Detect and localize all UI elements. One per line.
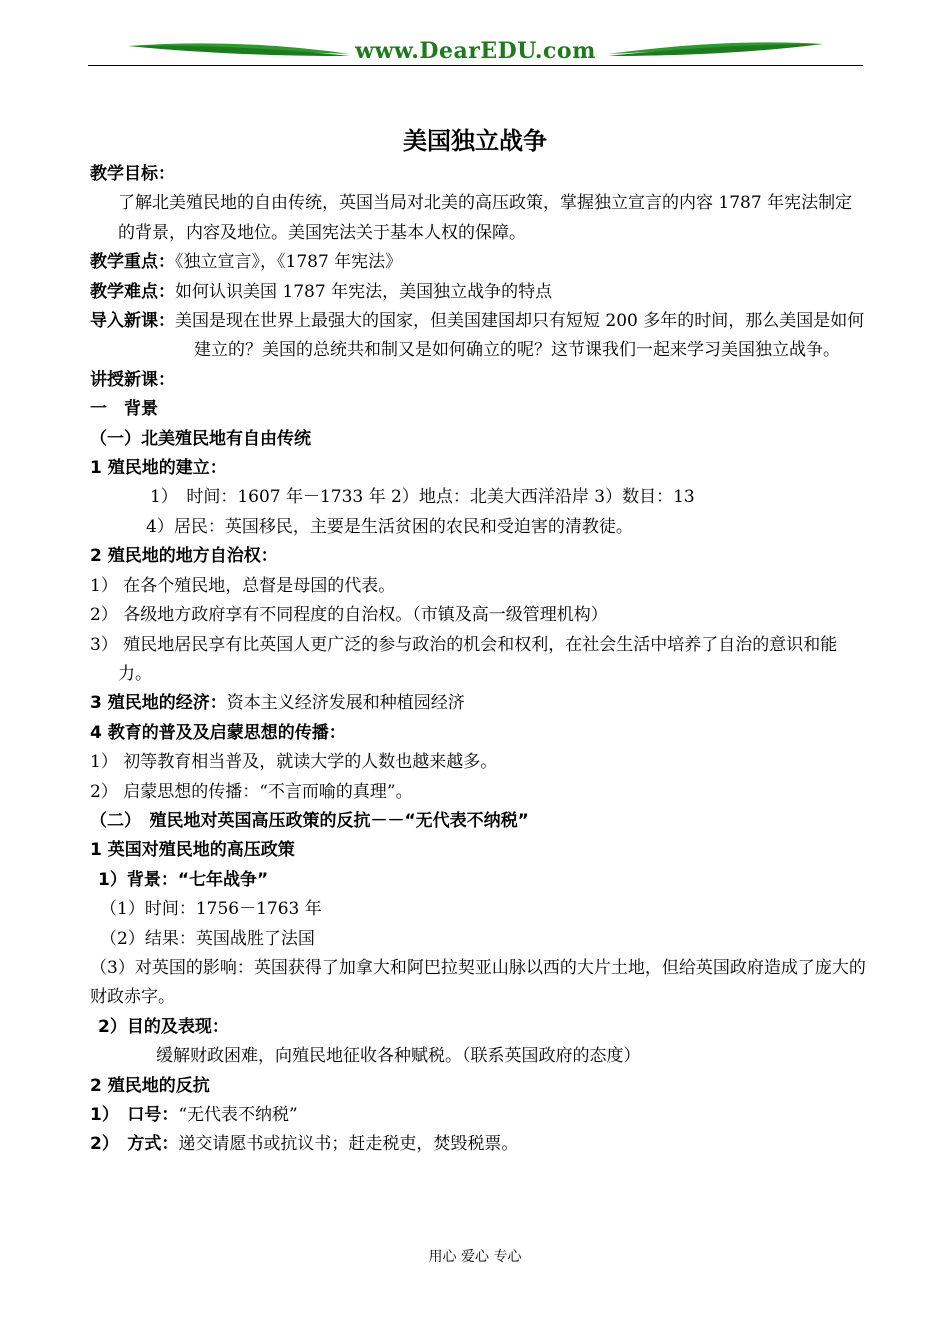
page-footer: 用心 爱心 专心 bbox=[428, 1249, 522, 1265]
q1-bg-title: 1）背景：“七年战争” bbox=[98, 869, 269, 890]
difficulty-label: 教学难点： bbox=[90, 281, 175, 302]
page-title: 美国独立战争 bbox=[403, 127, 547, 155]
q1-time: （1）时间：1756－1763 年 bbox=[100, 899, 322, 920]
sub2-title: （二） 殖民地对英国高压政策的反抗－－“无代表不纳税” bbox=[90, 810, 529, 831]
p1-line2: 4）居民：英国移民，主要是生活贫困的农民和受迫害的清教徒。 bbox=[146, 516, 633, 537]
q2-method-text: 递交请愿书或抗议书；赶走税吏，焚毁税票。 bbox=[178, 1134, 519, 1155]
p3-title: 3 殖民地的经济： bbox=[90, 693, 227, 714]
difficulty-line bbox=[90, 278, 866, 307]
q2-slogan bbox=[90, 1101, 866, 1130]
intro-text: 美国是现在世界上最强大的国家，但美国建国却只有短短 200 多年的时间，那么美国是如何建立的？美国的总统共和制又是如何确立的呢？这节课我们一起来学习美国独立战争。 bbox=[175, 311, 865, 361]
header-divider bbox=[88, 65, 863, 66]
difficulty-text: 如何认识美国 1787 年宪法，美国独立战争的特点 bbox=[175, 281, 553, 302]
intro-label: 导入新课： bbox=[90, 311, 175, 332]
section1-title: 一 背景 bbox=[90, 399, 158, 420]
sub1-title: （一）北美殖民地有自由传统 bbox=[90, 428, 311, 449]
p2-item-2: 2） 各级地方政府享有不同程度的自治权。（市镇及高一级管理机构） bbox=[90, 605, 608, 626]
p1-line1: 1） 时间：1607 年－1733 年 2）地点：北美大西洋沿岸 3）数目：13 bbox=[150, 487, 695, 508]
q1-purpose-title: 2）目的及表现： bbox=[98, 1016, 229, 1037]
p4-title: 4 教育的普及及启蒙思想的传播： bbox=[90, 722, 346, 743]
q2-method bbox=[90, 1130, 866, 1159]
lecture-label: 讲授新课： bbox=[90, 369, 175, 390]
p4-item-1: 1） 初等教育相当普及，就读大学的人数也越来越多。 bbox=[90, 752, 498, 773]
intro-line bbox=[90, 307, 866, 366]
document-body bbox=[90, 160, 866, 1160]
q1-title: 1 英国对殖民地的高压政策 bbox=[90, 840, 295, 861]
q1-impact: （3）对英国的影响：英国获得了加拿大和阿巴拉契亚山脉以西的大片土地，但给英国政府造成了庞大的财政赤字。 bbox=[90, 957, 866, 1008]
goals-text: 了解北美殖民地的自由传统，英国当局对北美的高压政策，掌握独立宣言的内容 1787 年宪法制定的背景，内容及地位。美国宪法关于基本人权的保障。 bbox=[118, 193, 853, 243]
p3-text: 资本主义经济发展和种植园经济 bbox=[226, 693, 465, 714]
focus-line bbox=[90, 248, 866, 277]
p2-item-3: 3） 殖民地居民享有比英国人更广泛的参与政治的机会和权利，在社会生活中培养了自治的意识和能力。 bbox=[90, 634, 838, 684]
p2-title: 2 殖民地的地方自治权： bbox=[90, 546, 278, 567]
q1-result: （2）结果：英国战胜了法国 bbox=[100, 928, 315, 949]
q2-slogan-text: “无代表不纳税” bbox=[178, 1105, 298, 1125]
p2-item-1: 1） 在各个殖民地，总督是母国的代表。 bbox=[90, 575, 396, 596]
q2-slogan-label: 1） 口号： bbox=[90, 1105, 179, 1125]
q2-title: 2 殖民地的反抗 bbox=[90, 1075, 210, 1096]
site-logo-text[interactable]: www.DearEDU.com bbox=[355, 38, 596, 64]
focus-label: 教学重点： bbox=[90, 252, 175, 273]
goals-label: 教学目标： bbox=[90, 164, 175, 184]
q1-purpose-text: 缓解财政困难，向殖民地征收各种赋税。（联系英国政府的态度） bbox=[156, 1046, 641, 1067]
focus-text: 《独立宣言》，《1787 年宪法》 bbox=[175, 252, 403, 273]
p3-line bbox=[90, 689, 866, 718]
p4-item-2: 2） 启蒙思想的传播：“不言而喻的真理”。 bbox=[90, 781, 413, 802]
q2-method-label: 2） 方式： bbox=[90, 1134, 179, 1155]
p1-title: 1 殖民地的建立： bbox=[90, 458, 227, 479]
